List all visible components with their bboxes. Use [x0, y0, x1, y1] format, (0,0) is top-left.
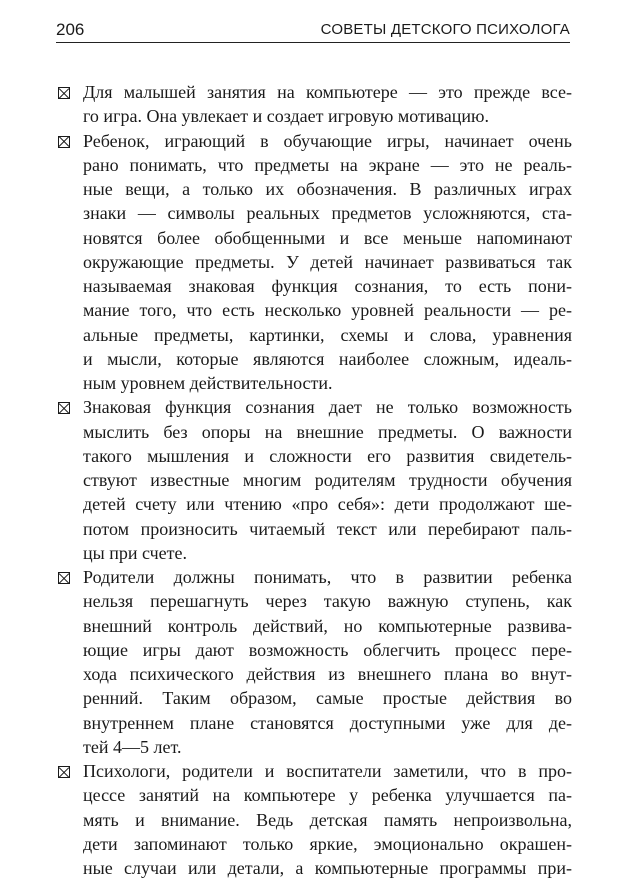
- running-head: СОВЕТЫ ДЕТСКОГО ПСИХОЛОГА: [320, 21, 570, 38]
- page-header: [56, 20, 570, 43]
- checkbox-x-icon: [58, 87, 70, 99]
- text-line: ные случаи или детали, а компьютерные программы при-: [83, 858, 572, 878]
- text-line: го игра. Она увлекает и создает игровую мотивацию.: [83, 106, 489, 127]
- list-item: [56, 565, 572, 759]
- text-line: Родители должны понимать, что в развитии ребенка: [83, 567, 572, 587]
- list-item: [56, 395, 572, 565]
- text-line: тей 4—5 лет.: [83, 736, 182, 757]
- text-line: альные предметы, картинки, схемы и слова, уравнения: [83, 324, 572, 345]
- list-item: [56, 129, 572, 396]
- text-line: цы при счете.: [83, 542, 188, 563]
- text-line: ющие игры дают возможность облегчить процесс пере-: [83, 639, 572, 660]
- text-line: такого мышления и сложности его развития свидетель-: [83, 445, 572, 466]
- text-line: мыслить без опоры на внешние предметы. О важности: [83, 421, 572, 442]
- text-line: знаки — символы реальных предметов усложняются, ста-: [83, 203, 572, 224]
- checkbox-x-icon: [58, 766, 70, 778]
- text-line: новятся более обобщенными и все меньше напоминают: [83, 227, 572, 248]
- text-line: окружающие предметы. У детей начинает развиваться так: [83, 251, 572, 272]
- text-line: потом произносить читаемый текст или перебирают паль-: [83, 518, 572, 539]
- text-line: ренний. Таким образом, самые простые действия во: [83, 688, 572, 709]
- text-line: внутреннем плане становятся доступными уже для де-: [83, 712, 572, 733]
- text-line: нельзя перешагнуть через такую важную ступень, как: [83, 591, 572, 612]
- text-line: мять и внимание. Ведь детская память непроизвольна,: [83, 809, 572, 830]
- text-line: ным уровнем действительности.: [83, 373, 333, 393]
- text-line: Психологи, родители и воспитатели заметили, что в про-: [83, 761, 572, 781]
- list-item: [56, 759, 572, 880]
- text-line: ствуют известные многим родителям трудности обучения: [83, 470, 572, 490]
- text-line: называемая знаковая функция сознания, то есть пони-: [83, 276, 572, 296]
- text-line: Для малышей занятия на компьютере — это прежде все-: [83, 82, 572, 102]
- text-line: Знаковая функция сознания дает не только возможность: [83, 397, 572, 418]
- page-body: [56, 80, 572, 880]
- text-line: цессе занятий на компьютере у ребенка улучшается па-: [83, 785, 572, 806]
- text-line: хода психического действия из внешнего плана во внут-: [83, 664, 572, 684]
- text-line: ные вещи, а только их обозначения. В различных играх: [83, 179, 572, 199]
- checkbox-x-icon: [58, 402, 70, 414]
- text-line: детей счету или чтению «про себя»: дети продолжают ше-: [83, 494, 572, 515]
- page-number: 206: [56, 20, 85, 39]
- text-line: и мысли, которые являются наиболее сложным, идеаль-: [83, 348, 572, 369]
- text-line: Ребенок, играющий в обучающие игры, начинает очень: [83, 130, 572, 151]
- text-line: рано понимать, что предметы на экране — это не реаль-: [83, 154, 572, 175]
- text-line: мание того, что есть несколько уровней реальности — ре-: [83, 300, 572, 321]
- text-line: дети запоминают только яркие, эмоционально окрашен-: [83, 833, 572, 854]
- list-item: [56, 80, 572, 129]
- checkbox-x-icon: [58, 572, 70, 584]
- text-line: внешний контроль действий, но компьютерные развива-: [83, 615, 572, 636]
- checkbox-x-icon: [58, 136, 70, 148]
